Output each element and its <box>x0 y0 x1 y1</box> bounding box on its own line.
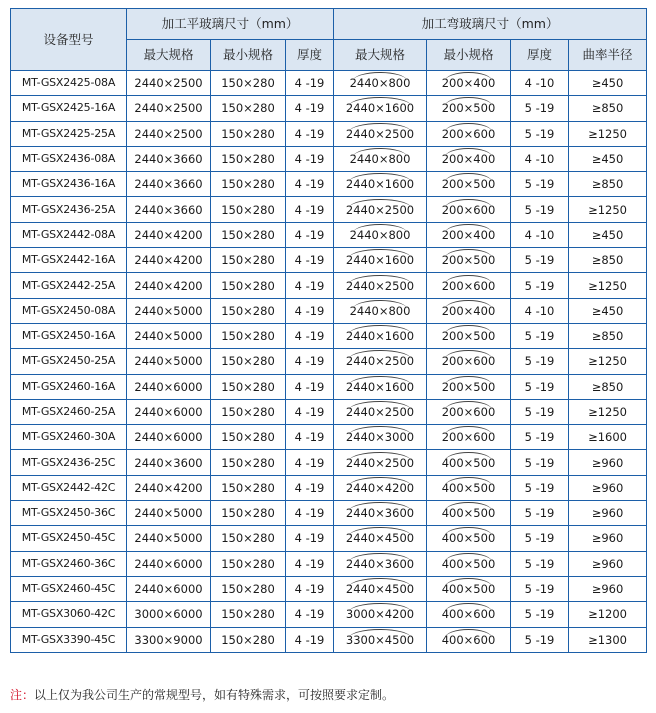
cell-bent-max <box>334 374 427 399</box>
cell-bent-min <box>427 273 511 298</box>
cell-flat-thickness: 4 -19 <box>286 146 334 171</box>
curved-value: 2440×1600 <box>345 379 415 394</box>
cell-bent-thickness: 4 -10 <box>511 146 569 171</box>
cell-flat-max: 2440×3660 <box>127 197 211 222</box>
cell-flat-max: 2440×5000 <box>127 298 211 323</box>
curved-value: 200×600 <box>441 354 496 369</box>
cell-model: MT-GSX2425-25A <box>11 121 127 146</box>
curved-value: 200×600 <box>441 430 496 445</box>
table-body <box>11 71 647 653</box>
header-bent-max: 最大规格 <box>334 40 427 71</box>
curved-value: 200×500 <box>441 379 496 394</box>
cell-bent-thickness: 5 -19 <box>511 450 569 475</box>
cell-bent-max <box>334 399 427 424</box>
curved-value: 2440×3600 <box>345 506 415 521</box>
cell-bent-max <box>334 576 427 601</box>
cell-bent-max <box>334 121 427 146</box>
curved-value: 400×500 <box>441 506 496 521</box>
cell-model: MT-GSX2450-36C <box>11 501 127 526</box>
cell-flat-min: 150×280 <box>211 96 286 121</box>
header-bent-thickness: 厚度 <box>511 40 569 71</box>
cell-model: MT-GSX2460-16A <box>11 374 127 399</box>
cell-flat-min: 150×280 <box>211 298 286 323</box>
curved-value: 2440×2500 <box>345 354 415 369</box>
cell-bend-radius: ≥960 <box>569 450 647 475</box>
cell-bent-min <box>427 222 511 247</box>
cell-flat-thickness: 4 -19 <box>286 501 334 526</box>
header-model: 设备型号 <box>11 9 127 71</box>
cell-flat-min: 150×280 <box>211 172 286 197</box>
curved-value: 200×400 <box>441 76 496 91</box>
cell-model: MT-GSX2442-42C <box>11 475 127 500</box>
cell-bent-min <box>427 425 511 450</box>
cell-bent-min <box>427 71 511 96</box>
cell-bent-thickness: 5 -19 <box>511 501 569 526</box>
curved-value: 400×600 <box>441 607 496 622</box>
cell-bent-max <box>334 197 427 222</box>
cell-flat-max: 2440×2500 <box>127 71 211 96</box>
table-row <box>11 551 647 576</box>
cell-model: MT-GSX2436-16A <box>11 172 127 197</box>
curved-value: 2440×4200 <box>345 480 415 495</box>
footnote-text: 以上仅为我公司生产的常规型号，如有特殊需求，可按照要求定制。 <box>34 688 395 702</box>
cell-flat-max: 2440×4200 <box>127 222 211 247</box>
cell-flat-thickness: 4 -19 <box>286 71 334 96</box>
cell-bent-max <box>334 248 427 273</box>
cell-flat-max: 2440×3660 <box>127 146 211 171</box>
cell-bent-thickness: 5 -19 <box>511 172 569 197</box>
table-row <box>11 425 647 450</box>
cell-bent-thickness: 4 -10 <box>511 298 569 323</box>
cell-flat-min: 150×280 <box>211 197 286 222</box>
table-row <box>11 374 647 399</box>
cell-flat-min: 150×280 <box>211 576 286 601</box>
cell-flat-thickness: 4 -19 <box>286 248 334 273</box>
cell-flat-max: 3000×6000 <box>127 602 211 627</box>
table-row <box>11 197 647 222</box>
cell-bend-radius: ≥850 <box>569 96 647 121</box>
curved-value: 3000×4200 <box>345 607 415 622</box>
cell-flat-max: 2440×6000 <box>127 551 211 576</box>
cell-model: MT-GSX2450-45C <box>11 526 127 551</box>
spec-table-container <box>10 8 646 653</box>
curved-value: 400×500 <box>441 556 496 571</box>
cell-flat-min: 150×280 <box>211 526 286 551</box>
cell-flat-max: 2440×6000 <box>127 425 211 450</box>
cell-flat-min: 150×280 <box>211 551 286 576</box>
cell-bent-min <box>427 627 511 652</box>
cell-bent-min <box>427 551 511 576</box>
cell-bent-min <box>427 374 511 399</box>
cell-flat-thickness: 4 -19 <box>286 222 334 247</box>
cell-bent-min <box>427 96 511 121</box>
table-row <box>11 576 647 601</box>
cell-flat-max: 2440×5000 <box>127 349 211 374</box>
curved-value: 2440×2500 <box>345 455 415 470</box>
cell-bent-min <box>427 450 511 475</box>
cell-flat-thickness: 4 -19 <box>286 450 334 475</box>
cell-flat-min: 150×280 <box>211 374 286 399</box>
cell-bent-thickness: 5 -19 <box>511 273 569 298</box>
cell-bend-radius: ≥960 <box>569 551 647 576</box>
cell-bent-min <box>427 602 511 627</box>
header-bent-min: 最小规格 <box>427 40 511 71</box>
cell-model: MT-GSX2450-25A <box>11 349 127 374</box>
cell-bent-thickness: 5 -19 <box>511 475 569 500</box>
cell-flat-thickness: 4 -19 <box>286 627 334 652</box>
cell-flat-min: 150×280 <box>211 248 286 273</box>
cell-flat-min: 150×280 <box>211 71 286 96</box>
footnote-lead: 注： <box>10 688 35 702</box>
cell-bent-max <box>334 425 427 450</box>
cell-flat-max: 2440×4200 <box>127 273 211 298</box>
cell-flat-max: 2440×2500 <box>127 96 211 121</box>
table-row <box>11 323 647 348</box>
cell-bent-max <box>334 298 427 323</box>
cell-bend-radius: ≥1200 <box>569 602 647 627</box>
table-row <box>11 399 647 424</box>
header-flat-max: 最大规格 <box>127 40 211 71</box>
cell-model: MT-GSX2460-45C <box>11 576 127 601</box>
cell-flat-min: 150×280 <box>211 425 286 450</box>
table-row <box>11 121 647 146</box>
header-bent-group: 加工弯玻璃尺寸（mm） <box>334 9 647 40</box>
curved-value: 2440×1600 <box>345 177 415 192</box>
cell-flat-min: 150×280 <box>211 349 286 374</box>
curved-value: 2440×2500 <box>345 126 415 141</box>
curved-value: 2440×3000 <box>345 430 415 445</box>
cell-bent-thickness: 4 -10 <box>511 71 569 96</box>
header-flat-group: 加工平玻璃尺寸（mm） <box>127 9 334 40</box>
curved-value: 200×600 <box>441 405 496 419</box>
cell-bent-max <box>334 172 427 197</box>
cell-bent-thickness: 5 -19 <box>511 551 569 576</box>
cell-model: MT-GSX2460-25A <box>11 399 127 424</box>
cell-flat-thickness: 4 -19 <box>286 602 334 627</box>
table-row <box>11 526 647 551</box>
cell-bend-radius: ≥960 <box>569 576 647 601</box>
cell-flat-min: 150×280 <box>211 475 286 500</box>
cell-bent-max <box>334 526 427 551</box>
cell-bent-max <box>334 349 427 374</box>
table-row <box>11 248 647 273</box>
curved-value: 2440×800 <box>349 152 411 167</box>
cell-bend-radius: ≥850 <box>569 374 647 399</box>
cell-flat-thickness: 4 -19 <box>286 96 334 121</box>
table-row <box>11 298 647 323</box>
header-bend-radius: 曲率半径 <box>569 40 647 71</box>
curved-value: 200×500 <box>441 177 496 192</box>
table-row <box>11 475 647 500</box>
cell-flat-thickness: 4 -19 <box>286 551 334 576</box>
cell-flat-min: 150×280 <box>211 627 286 652</box>
cell-bent-min <box>427 475 511 500</box>
cell-bent-max <box>334 450 427 475</box>
table-row <box>11 71 647 96</box>
table-row <box>11 450 647 475</box>
cell-flat-thickness: 4 -19 <box>286 197 334 222</box>
table-row <box>11 222 647 247</box>
cell-bent-min <box>427 399 511 424</box>
curved-value: 200×500 <box>441 101 496 116</box>
cell-flat-min: 150×280 <box>211 146 286 171</box>
table-row <box>11 627 647 652</box>
curved-value: 3300×4500 <box>345 632 415 647</box>
cell-model: MT-GSX2442-08A <box>11 222 127 247</box>
table-row <box>11 146 647 171</box>
cell-flat-min: 150×280 <box>211 222 286 247</box>
curved-value: 2440×3600 <box>345 556 415 571</box>
curved-value: 2440×4500 <box>345 582 415 597</box>
cell-bent-min <box>427 146 511 171</box>
cell-bend-radius: ≥1250 <box>569 273 647 298</box>
cell-bend-radius: ≥1250 <box>569 197 647 222</box>
cell-bent-thickness: 5 -19 <box>511 248 569 273</box>
cell-bent-thickness: 5 -19 <box>511 627 569 652</box>
spec-table <box>10 8 647 653</box>
cell-bent-min <box>427 197 511 222</box>
cell-bent-thickness: 5 -19 <box>511 425 569 450</box>
cell-bent-max <box>334 602 427 627</box>
table-header <box>11 9 647 71</box>
cell-flat-thickness: 4 -19 <box>286 273 334 298</box>
cell-bent-min <box>427 576 511 601</box>
cell-model: MT-GSX2460-36C <box>11 551 127 576</box>
header-flat-min: 最小规格 <box>211 40 286 71</box>
curved-value: 400×500 <box>441 480 496 495</box>
cell-flat-max: 2440×2500 <box>127 121 211 146</box>
curved-value: 200×600 <box>441 202 496 217</box>
cell-bent-max <box>334 96 427 121</box>
cell-bend-radius: ≥450 <box>569 71 647 96</box>
header-flat-thickness: 厚度 <box>286 40 334 71</box>
cell-flat-thickness: 4 -19 <box>286 374 334 399</box>
curved-value: 2440×800 <box>349 76 411 91</box>
cell-bent-thickness: 5 -19 <box>511 197 569 222</box>
cell-flat-thickness: 4 -19 <box>286 425 334 450</box>
cell-flat-thickness: 4 -19 <box>286 298 334 323</box>
cell-flat-max: 2440×4200 <box>127 475 211 500</box>
table-row <box>11 172 647 197</box>
cell-flat-max: 2440×3660 <box>127 172 211 197</box>
cell-model: MT-GSX2442-16A <box>11 248 127 273</box>
cell-bent-max <box>334 475 427 500</box>
cell-bend-radius: ≥850 <box>569 323 647 348</box>
curved-value: 400×500 <box>441 582 496 597</box>
cell-bend-radius: ≥450 <box>569 222 647 247</box>
curved-value: 200×400 <box>441 227 496 242</box>
cell-flat-max: 2440×5000 <box>127 526 211 551</box>
cell-flat-min: 150×280 <box>211 501 286 526</box>
cell-bent-min <box>427 349 511 374</box>
cell-bent-thickness: 5 -19 <box>511 576 569 601</box>
cell-flat-max: 2440×6000 <box>127 576 211 601</box>
curved-value: 400×600 <box>441 632 496 647</box>
cell-flat-max: 2440×4200 <box>127 248 211 273</box>
cell-flat-thickness: 4 -19 <box>286 323 334 348</box>
curved-value: 2440×2500 <box>345 405 415 419</box>
cell-bend-radius: ≥960 <box>569 475 647 500</box>
curved-value: 2440×1600 <box>345 329 415 344</box>
cell-bend-radius: ≥1250 <box>569 399 647 424</box>
cell-model: MT-GSX2442-25A <box>11 273 127 298</box>
curved-value: 200×400 <box>441 152 496 167</box>
cell-bent-thickness: 5 -19 <box>511 121 569 146</box>
cell-bent-max <box>334 146 427 171</box>
cell-flat-min: 150×280 <box>211 450 286 475</box>
curved-value: 200×500 <box>441 253 496 268</box>
cell-bent-thickness: 5 -19 <box>511 399 569 424</box>
cell-bent-thickness: 5 -19 <box>511 323 569 348</box>
cell-flat-min: 150×280 <box>211 273 286 298</box>
cell-bent-max <box>334 323 427 348</box>
cell-bent-max <box>334 71 427 96</box>
cell-flat-min: 150×280 <box>211 399 286 424</box>
cell-flat-min: 150×280 <box>211 602 286 627</box>
curved-value: 2440×1600 <box>345 101 415 116</box>
cell-model: MT-GSX3060-42C <box>11 602 127 627</box>
cell-flat-max: 3300×9000 <box>127 627 211 652</box>
cell-bent-max <box>334 222 427 247</box>
cell-model: MT-GSX2450-16A <box>11 323 127 348</box>
cell-bent-thickness: 4 -10 <box>511 222 569 247</box>
cell-flat-thickness: 4 -19 <box>286 349 334 374</box>
curved-value: 400×500 <box>441 455 496 470</box>
cell-bent-min <box>427 298 511 323</box>
cell-flat-thickness: 4 -19 <box>286 172 334 197</box>
cell-bend-radius: ≥1250 <box>569 121 647 146</box>
curved-value: 200×500 <box>441 329 496 344</box>
table-row <box>11 602 647 627</box>
cell-bend-radius: ≥1600 <box>569 425 647 450</box>
cell-model: MT-GSX2436-08A <box>11 146 127 171</box>
cell-flat-min: 150×280 <box>211 323 286 348</box>
curved-value: 2440×2500 <box>345 202 415 217</box>
cell-bend-radius: ≥960 <box>569 526 647 551</box>
curved-value: 2440×2500 <box>345 278 415 293</box>
cell-model: MT-GSX2460-30A <box>11 425 127 450</box>
cell-bent-max <box>334 501 427 526</box>
cell-bend-radius: ≥1300 <box>569 627 647 652</box>
footnote <box>10 686 394 703</box>
cell-flat-max: 2440×3600 <box>127 450 211 475</box>
cell-model: MT-GSX2425-16A <box>11 96 127 121</box>
cell-model: MT-GSX2436-25C <box>11 450 127 475</box>
curved-value: 200×600 <box>441 126 496 141</box>
cell-bend-radius: ≥960 <box>569 501 647 526</box>
cell-bent-thickness: 5 -19 <box>511 602 569 627</box>
cell-bent-min <box>427 526 511 551</box>
cell-flat-thickness: 4 -19 <box>286 475 334 500</box>
cell-bent-min <box>427 172 511 197</box>
curved-value: 2440×800 <box>349 227 411 242</box>
curved-value: 200×600 <box>441 278 496 293</box>
cell-bend-radius: ≥450 <box>569 298 647 323</box>
cell-bent-thickness: 5 -19 <box>511 374 569 399</box>
cell-bent-thickness: 5 -19 <box>511 96 569 121</box>
cell-flat-max: 2440×6000 <box>127 374 211 399</box>
cell-bend-radius: ≥450 <box>569 146 647 171</box>
cell-model: MT-GSX2450-08A <box>11 298 127 323</box>
cell-bent-max <box>334 273 427 298</box>
cell-flat-thickness: 4 -19 <box>286 399 334 424</box>
cell-flat-max: 2440×6000 <box>127 399 211 424</box>
cell-bent-min <box>427 121 511 146</box>
cell-bent-max <box>334 551 427 576</box>
cell-flat-min: 150×280 <box>211 121 286 146</box>
cell-flat-max: 2440×5000 <box>127 323 211 348</box>
curved-value: 2440×1600 <box>345 253 415 268</box>
cell-bend-radius: ≥1250 <box>569 349 647 374</box>
cell-flat-thickness: 4 -19 <box>286 576 334 601</box>
cell-model: MT-GSX3390-45C <box>11 627 127 652</box>
cell-bent-min <box>427 248 511 273</box>
table-row <box>11 273 647 298</box>
cell-bent-min <box>427 323 511 348</box>
cell-bent-max <box>334 627 427 652</box>
curved-value: 200×400 <box>441 303 496 318</box>
table-row <box>11 349 647 374</box>
curved-value: 2440×4500 <box>345 531 415 546</box>
cell-bent-thickness: 5 -19 <box>511 526 569 551</box>
cell-model: MT-GSX2425-08A <box>11 71 127 96</box>
table-row <box>11 501 647 526</box>
cell-bent-min <box>427 501 511 526</box>
cell-bend-radius: ≥850 <box>569 248 647 273</box>
cell-model: MT-GSX2436-25A <box>11 197 127 222</box>
cell-flat-thickness: 4 -19 <box>286 121 334 146</box>
cell-flat-thickness: 4 -19 <box>286 526 334 551</box>
curved-value: 2440×800 <box>349 303 411 318</box>
cell-flat-max: 2440×5000 <box>127 501 211 526</box>
table-row <box>11 96 647 121</box>
curved-value: 400×500 <box>441 531 496 546</box>
cell-bent-thickness: 5 -19 <box>511 349 569 374</box>
cell-bend-radius: ≥850 <box>569 172 647 197</box>
